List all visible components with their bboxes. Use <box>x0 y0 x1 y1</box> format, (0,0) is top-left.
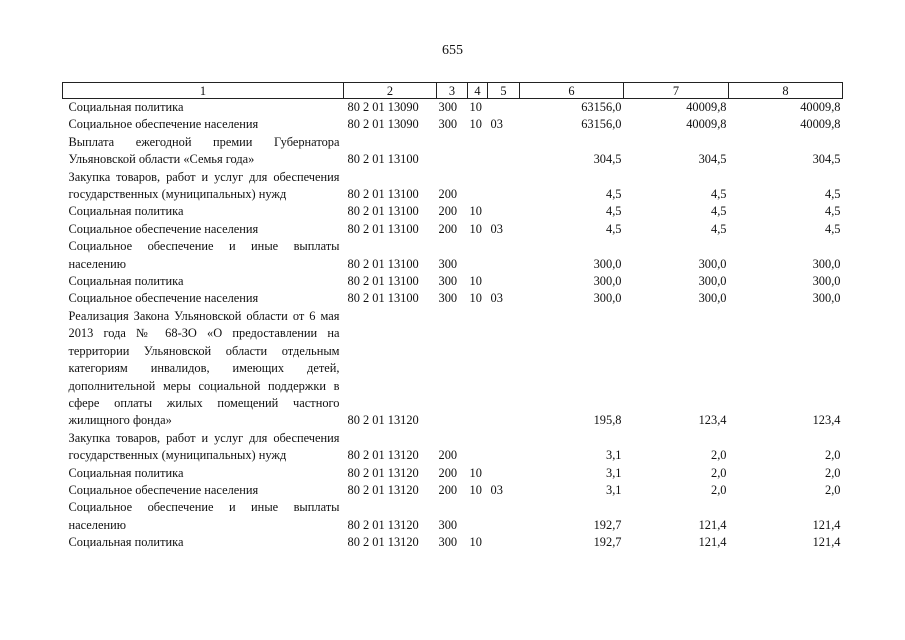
row-amount-col7-cell: 4,5 <box>711 204 727 219</box>
row-expense-type-cell: 200 <box>438 465 458 480</box>
row-code-cell: 80 2 01 13100 <box>347 152 419 167</box>
table-row <box>63 99 843 117</box>
row-section-cell: 10 <box>469 465 482 480</box>
row-amount-col7-cell: 2,0 <box>711 448 727 463</box>
row-name-cell: Социальная политика <box>68 204 184 219</box>
row-section-cell <box>468 238 488 273</box>
row-subsection-cell <box>488 99 520 117</box>
row-code-cell: 80 2 01 13090 <box>347 117 419 132</box>
row-expense-type-cell: 300 <box>438 117 458 132</box>
row-name-cell: Реализация Закона Ульяновской области от 6 мая 2013 года № 68-ЗО «О предоставлении на территории Ульяновской области отдельным категориям инвалидов, имеющих детей, дополнительной меры социальной поддержки в сфере оплаты жилых помещений частного жилищного фонда» <box>68 308 340 428</box>
row-section-cell: 10 <box>469 535 482 550</box>
row-amount-col6-cell: 4,5 <box>606 204 622 219</box>
row-amount-col8-cell: 2,0 <box>825 465 841 480</box>
header-cell-col4: 4 <box>468 83 488 99</box>
table-body <box>63 99 843 552</box>
row-amount-col8-cell: 40009,8 <box>800 117 841 132</box>
row-amount-col8-cell: 121,4 <box>812 517 841 532</box>
row-section-cell: 10 <box>469 117 482 132</box>
row-section-cell: 10 <box>469 100 482 114</box>
row-code-cell: 80 2 01 13100 <box>347 221 419 236</box>
row-section-cell <box>468 499 488 534</box>
table-row <box>63 116 843 133</box>
row-name-cell: Социальное обеспечение и иные выплаты населению <box>68 500 340 532</box>
header-cell-col8: 8 <box>729 83 843 99</box>
header-row <box>63 83 843 99</box>
row-section-cell: 10 <box>469 274 482 289</box>
row-section-cell <box>468 169 488 204</box>
row-subsection-cell <box>488 203 520 220</box>
row-name-cell: Закупка товаров, работ и услуг для обеспечения государственных (муниципальных) нужд <box>68 169 340 202</box>
table-row <box>63 482 843 499</box>
row-amount-col6-cell: 63156,0 <box>581 117 622 132</box>
row-name-cell: Социальное обеспечение населения <box>68 221 259 236</box>
row-code-cell: 80 2 01 13090 <box>347 100 419 114</box>
header-cell-col5: 5 <box>488 83 520 99</box>
row-code-cell: 80 2 01 13120 <box>347 448 419 463</box>
row-amount-col7-cell: 40009,8 <box>686 117 727 132</box>
row-amount-col6-cell: 4,5 <box>606 221 622 236</box>
row-amount-col8-cell: 300,0 <box>812 256 841 271</box>
row-subsection-cell <box>488 430 520 465</box>
header-cell-col2: 2 <box>344 83 437 99</box>
row-amount-col6-cell: 63156,0 <box>581 100 622 114</box>
header-cell-col7: 7 <box>624 83 729 99</box>
row-subsection-cell <box>488 238 520 273</box>
row-amount-col7-cell: 2,0 <box>711 465 727 480</box>
row-code-cell: 80 2 01 13120 <box>347 465 419 480</box>
header-cell-col6: 6 <box>520 83 624 99</box>
row-amount-col8-cell: 2,0 <box>825 448 841 463</box>
row-amount-col7-cell: 2,0 <box>711 482 727 497</box>
row-code-cell: 80 2 01 13100 <box>347 204 419 219</box>
row-section-cell: 10 <box>469 291 482 306</box>
table-row <box>63 203 843 220</box>
row-subsection-cell <box>488 273 520 290</box>
row-amount-col7-cell: 304,5 <box>698 152 727 167</box>
row-section-cell <box>468 134 488 169</box>
row-amount-col8-cell: 2,0 <box>825 482 841 497</box>
row-section-cell: 10 <box>469 204 482 219</box>
row-code-cell: 80 2 01 13120 <box>347 413 419 428</box>
row-amount-col8-cell: 121,4 <box>812 535 841 550</box>
row-amount-col8-cell: 4,5 <box>825 187 841 202</box>
table-row <box>63 499 843 534</box>
table-row <box>63 134 843 169</box>
row-name-cell: Социальное обеспечение и иные выплаты населению <box>68 239 340 271</box>
row-amount-col6-cell: 3,1 <box>606 448 622 463</box>
row-amount-col7-cell: 121,4 <box>698 535 727 550</box>
row-amount-col6-cell: 192,7 <box>593 535 622 550</box>
row-amount-col8-cell: 40009,8 <box>800 100 841 114</box>
row-amount-col6-cell: 3,1 <box>606 465 622 480</box>
row-name-cell: Закупка товаров, работ и услуг для обеспечения государственных (муниципальных) нужд <box>68 430 340 463</box>
row-amount-col6-cell: 300,0 <box>593 256 622 271</box>
header-cell-col3: 3 <box>437 83 468 99</box>
row-amount-col7-cell: 40009,8 <box>686 100 727 114</box>
table-row <box>63 169 843 204</box>
row-name-cell: Социальное обеспечение населения <box>68 117 259 132</box>
row-subsection-cell <box>488 169 520 204</box>
row-amount-col8-cell: 300,0 <box>812 291 841 306</box>
row-expense-type-cell <box>437 134 468 169</box>
row-amount-col7-cell: 300,0 <box>698 256 727 271</box>
row-expense-type-cell: 200 <box>438 204 458 219</box>
row-expense-type-cell: 300 <box>438 100 458 114</box>
table-row <box>63 465 843 482</box>
row-amount-col6-cell: 192,7 <box>593 517 622 532</box>
page-number: 655 <box>442 43 463 58</box>
row-name-cell: Социальная политика <box>68 100 184 114</box>
row-expense-type-cell: 300 <box>438 291 458 306</box>
row-name-cell: Социальное обеспечение населения <box>68 482 259 497</box>
row-expense-type-cell: 300 <box>438 517 458 532</box>
row-code-cell: 80 2 01 13120 <box>347 517 419 532</box>
table-row <box>63 273 843 290</box>
table-header <box>63 83 843 99</box>
row-amount-col6-cell: 4,5 <box>606 187 622 202</box>
row-amount-col6-cell: 195,8 <box>593 413 622 428</box>
row-expense-type-cell: 200 <box>438 448 458 463</box>
row-amount-col6-cell: 300,0 <box>593 291 622 306</box>
budget-table <box>62 82 843 552</box>
row-expense-type-cell: 300 <box>438 535 458 550</box>
row-amount-col7-cell: 121,4 <box>698 517 727 532</box>
row-amount-col7-cell: 4,5 <box>711 221 727 236</box>
row-expense-type-cell: 300 <box>438 274 458 289</box>
row-subsection-cell <box>488 134 520 169</box>
row-section-cell <box>468 430 488 465</box>
row-subsection-cell <box>488 308 520 430</box>
row-subsection-cell: 03 <box>490 482 503 497</box>
row-code-cell: 80 2 01 13100 <box>347 256 419 271</box>
row-amount-col8-cell: 123,4 <box>812 413 841 428</box>
row-subsection-cell: 03 <box>490 117 503 132</box>
row-code-cell: 80 2 01 13120 <box>347 535 419 550</box>
header-cell-col1: 1 <box>63 83 344 99</box>
row-amount-col8-cell: 304,5 <box>812 152 841 167</box>
row-name-cell: Социальное обеспечение населения <box>68 291 259 306</box>
row-name-cell: Социальная политика <box>68 274 184 289</box>
table-row <box>63 290 843 307</box>
table-row <box>63 221 843 238</box>
row-amount-col6-cell: 300,0 <box>593 274 622 289</box>
table-row <box>63 430 843 465</box>
row-amount-col8-cell: 4,5 <box>825 221 841 236</box>
table-row <box>63 308 843 430</box>
row-name-cell: Социальная политика <box>68 535 184 550</box>
row-amount-col6-cell: 3,1 <box>606 482 622 497</box>
row-amount-col8-cell: 300,0 <box>812 274 841 289</box>
table-row <box>63 534 843 551</box>
row-expense-type-cell: 300 <box>438 256 458 271</box>
row-code-cell: 80 2 01 13100 <box>347 187 419 202</box>
table-row <box>63 238 843 273</box>
row-amount-col7-cell: 300,0 <box>698 274 727 289</box>
row-expense-type-cell: 200 <box>438 187 458 202</box>
row-section-cell <box>468 308 488 430</box>
row-name-cell: Социальная политика <box>68 465 184 480</box>
row-code-cell: 80 2 01 13100 <box>347 291 419 306</box>
row-amount-col8-cell: 4,5 <box>825 204 841 219</box>
row-subsection-cell <box>488 465 520 482</box>
row-amount-col7-cell: 123,4 <box>698 413 727 428</box>
row-amount-col7-cell: 4,5 <box>711 187 727 202</box>
row-subsection-cell <box>488 499 520 534</box>
row-subsection-cell: 03 <box>490 221 503 236</box>
row-subsection-cell: 03 <box>490 291 503 306</box>
row-subsection-cell <box>488 534 520 551</box>
row-expense-type-cell: 200 <box>438 482 458 497</box>
row-section-cell: 10 <box>469 482 482 497</box>
row-expense-type-cell <box>437 308 468 430</box>
row-amount-col6-cell: 304,5 <box>593 152 622 167</box>
row-name-cell: Выплата ежегодной премии Губернатора Ульяновской области «Семья года» <box>68 134 340 167</box>
row-expense-type-cell: 200 <box>438 221 458 236</box>
row-section-cell: 10 <box>469 221 482 236</box>
row-amount-col7-cell: 300,0 <box>698 291 727 306</box>
row-code-cell: 80 2 01 13120 <box>347 482 419 497</box>
row-code-cell: 80 2 01 13100 <box>347 274 419 289</box>
